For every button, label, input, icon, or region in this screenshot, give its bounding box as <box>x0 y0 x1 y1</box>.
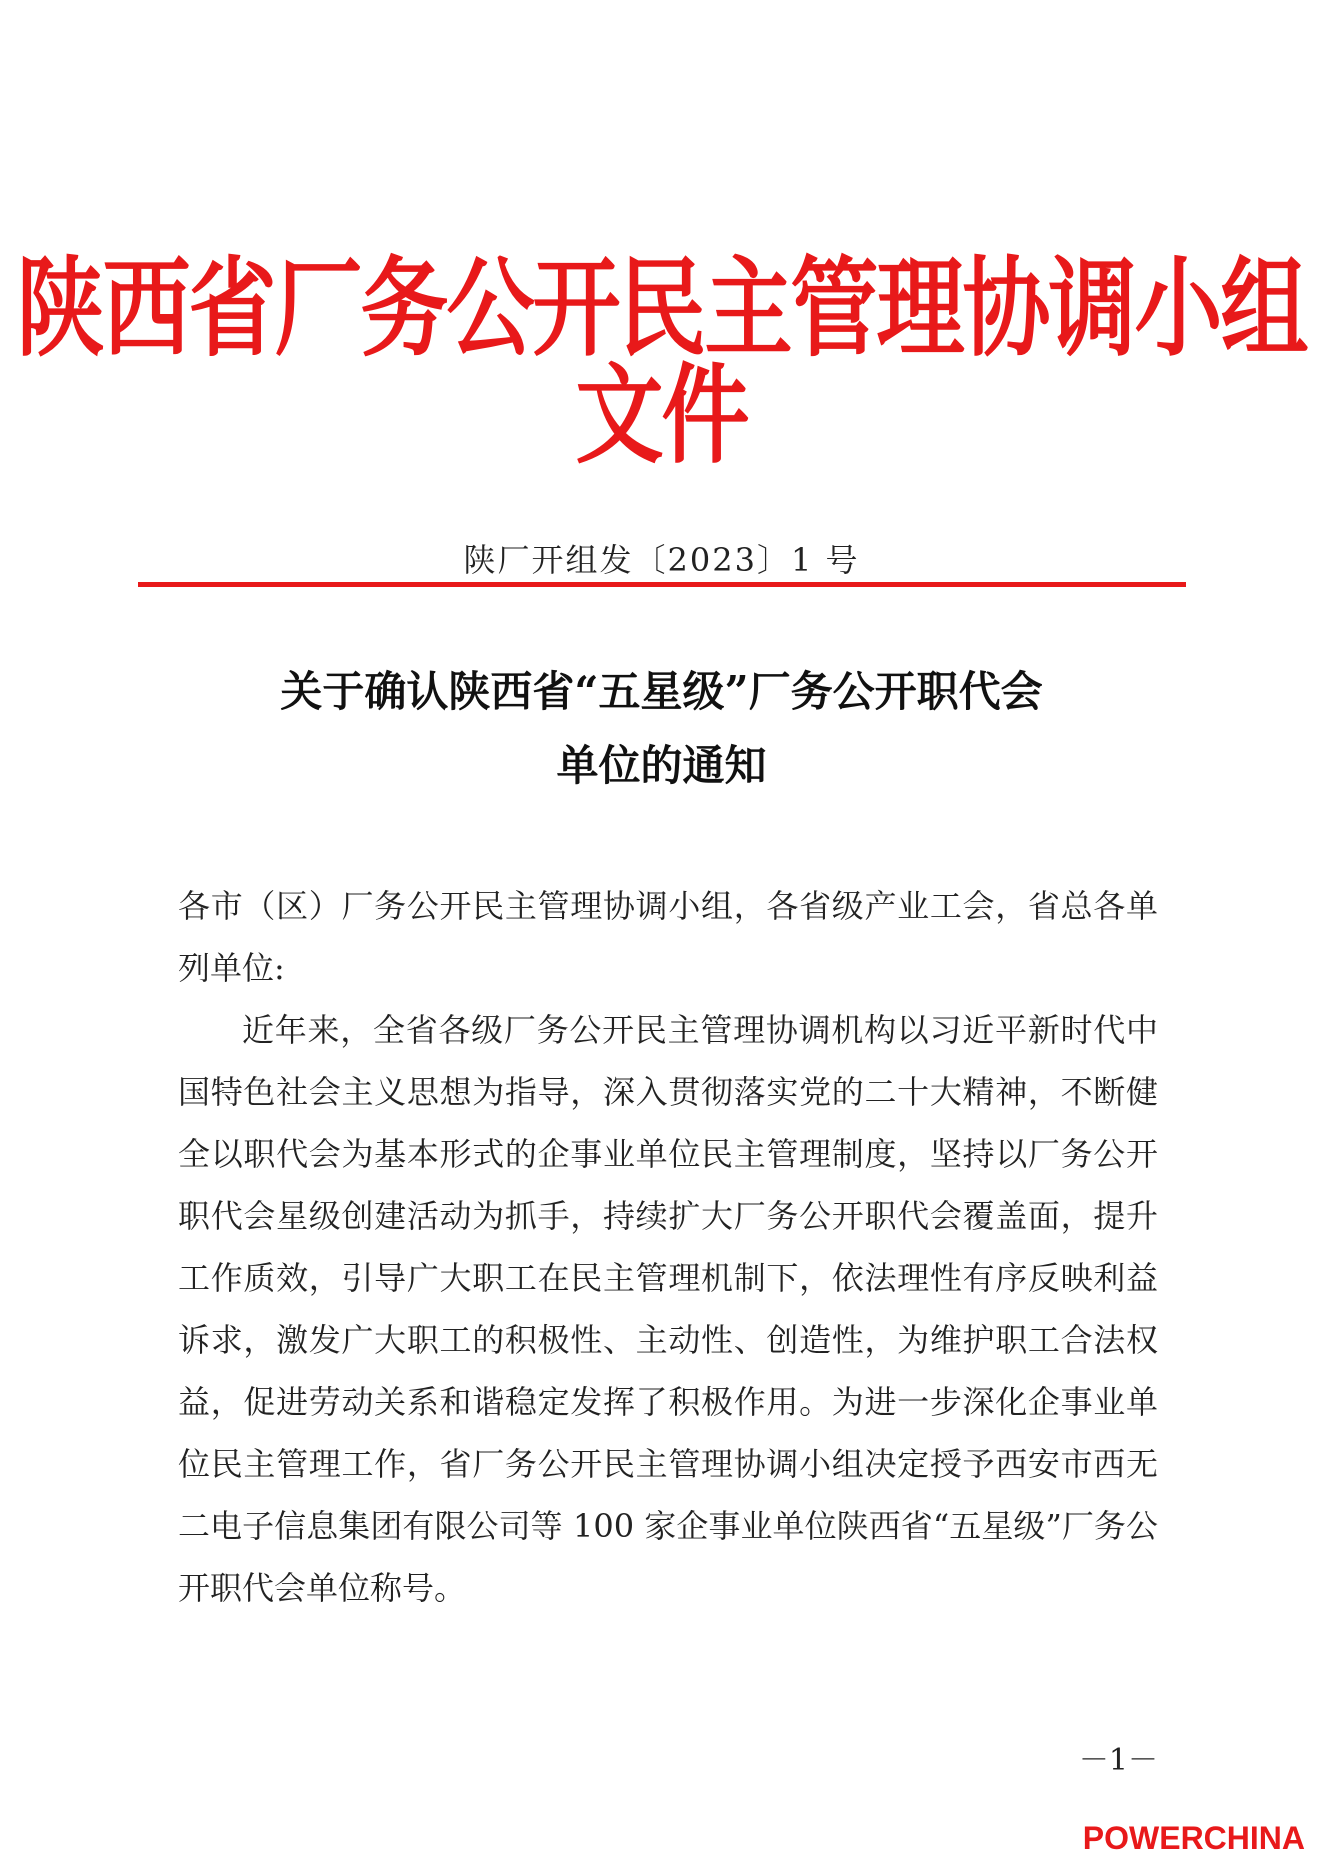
masthead-title: 陕西省厂务公开民主管理协调小组文件 <box>16 245 1307 479</box>
red-divider-line <box>138 582 1186 587</box>
page-number: －1－ <box>1078 1743 1158 1778</box>
body-paragraph-1: 近年来，全省各级厂务公开民主管理协调机构以习近平新时代中国特色社会主义思想为指导，深入贯彻落实党的二十大精神，不断健全以职代会为基本形式的企事业单位民主管理制度，坚持以厂务公开职代会星级创建活动为抓手，持续扩大厂务公开职代会覆盖面，提升工作质效，引导广大职工在民主管理机制下，依法理性有序反映利益诉求，激发广大职工的积极性、主动性、创造性，为维护职工合法权益，促进劳动关系和谐稳定发挥了积极作用。为进一步深化企事业单位民主管理工作，省厂务公开民主管理协调小组决定授予西安市西无二电子信息集团有限公司等 100 家企事业单位陕西省“五星级”厂务公开职代会单位称号。 <box>178 1011 1158 1607</box>
salutation: 各市（区）厂务公开民主管理协调小组，各省级产业工会，省总各单列单位: <box>178 887 1158 987</box>
document-number: 陕厂开组发〔2023〕1 号 <box>463 541 860 579</box>
powerchina-logo: POWERCHINA <box>1082 1820 1305 1856</box>
notice-title-line-2: 单位的通知 <box>556 741 767 790</box>
notice-title <box>120 655 1203 803</box>
notice-body <box>178 875 1158 1619</box>
notice-title-line-1: 关于确认陕西省“五星级”厂务公开职代会 <box>280 667 1043 716</box>
